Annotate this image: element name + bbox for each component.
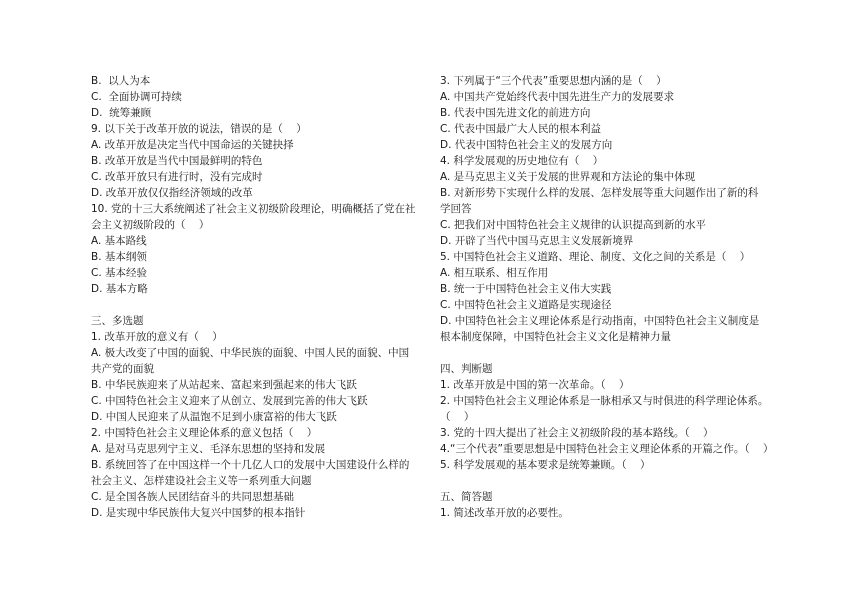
blank-line (91, 297, 421, 313)
text-line: B. 基本纲领 (91, 251, 147, 263)
left-column (91, 73, 421, 521)
text-line: B. 改革开放是当代中国最鲜明的特色 (91, 155, 263, 167)
text-line: D. 是实现中华民族伟大复兴中国梦的根本指针 (91, 507, 306, 519)
text-line: 三、多选题 (91, 315, 144, 327)
text-line: C. 全面协调可持续 (91, 91, 182, 103)
text-line: C. 基本经验 (91, 267, 148, 279)
text-line: D. 统筹兼顾 (91, 107, 152, 119)
text-line: 1. 改革开放的意义有（ ） (91, 331, 223, 343)
text-line: 10. 党的十三大系统阐述了社会主义初级阶段理论，明确概括了党在社 (91, 203, 416, 215)
text-line: B. 统一于中国特色社会主义伟大实践 (440, 283, 612, 295)
text-line: B. 中华民族迎来了从站起来、富起来到强起来的伟大飞跃 (91, 379, 357, 391)
text-line: B. 对新形势下实现什么样的发展、怎样发展等重大问题作出了新的科 (440, 187, 759, 199)
text-line: 4.“三个代表”重要思想是中国特色社会主义理论体系的开篇之作。（ ） (440, 443, 774, 455)
text-line: 共产党的面貌 (91, 363, 154, 375)
text-line: C. 把我们对中国特色社会主义规律的认识提高到新的水平 (440, 219, 707, 231)
text-line: 五、简答题 (440, 491, 493, 503)
right-column (440, 73, 776, 521)
text-line: 3. 下列属于“三个代表”重要思想内涵的是（ ） (440, 75, 667, 87)
text-line: 2. 中国特色社会主义理论体系的意义包括（ ） (91, 427, 318, 439)
text-line: 会主义初级阶段的（ ） (91, 219, 210, 231)
text-line: C. 中国特色社会主义道路是实现途径 (440, 299, 612, 311)
text-line: 2. 中国特色社会主义理论体系是一脉相承又与时俱进的科学理论体系。 (440, 395, 769, 407)
text-line: B. 代表中国先进文化的前进方向 (440, 107, 591, 119)
text-line: 四、判断题 (440, 363, 493, 375)
text-line: 学回答 (440, 203, 472, 215)
text-line: D. 基本方略 (91, 283, 148, 295)
text-line: C. 改革开放只有进行时，没有完成时 (91, 171, 263, 183)
text-line: C. 中国特色社会主义迎来了从创立、发展到完善的伟大飞跃 (91, 395, 368, 407)
text-line: 社会主义、怎样建设社会主义等一系列重大问题 (91, 475, 312, 487)
text-line: 9. 以下关于改革开放的说法，错误的是（ ） (91, 123, 307, 135)
text-line: 1. 改革开放是中国的第一次革命。（ ） (440, 379, 630, 391)
text-line: A. 极大改变了中国的面貌、中华民族的面貌、中国人民的面貌、中国 (91, 347, 410, 359)
text-line: 5. 中国特色社会主义道路、理论、制度、文化之间的关系是（ ） (440, 251, 751, 263)
text-line: 3. 党的十四大提出了社会主义初级阶段的基本路线。（ ） (440, 427, 714, 439)
text-line: A. 相互联系、相互作用 (440, 267, 549, 279)
text-line: 4. 科学发展观的历史地位有（ ） (440, 155, 604, 167)
text-line: B. 系统回答了在中国这样一个十几亿人口的发展中大国建设什么样的 (91, 459, 410, 471)
text-line: B. 以人为本 (91, 75, 151, 87)
text-line: D. 开辟了当代中国马克思主义发展新境界 (440, 235, 634, 247)
text-line: A. 是对马克思列宁主义、毛泽东思想的坚持和发展 (91, 443, 326, 455)
blank-line (440, 345, 776, 361)
text-line: A. 中国共产党始终代表中国先进生产力的发展要求 (440, 91, 675, 103)
text-line: D. 代表中国特色社会主义的发展方向 (440, 139, 613, 151)
text-line: 1. 简述改革开放的必要性。 (440, 507, 569, 519)
text-line: A. 基本路线 (91, 235, 147, 247)
text-line: 5. 科学发展观的基本要求是统筹兼顾。（ ） (440, 459, 651, 471)
text-line: A. 改革开放是决定当代中国命运的关键抉择 (91, 139, 294, 151)
text-line: D. 中国人民迎来了从温饱不足到小康富裕的伟大飞跃 (91, 411, 337, 423)
text-line: C. 是全国各族人民团结奋斗的共同思想基础 (91, 491, 295, 503)
text-line: D. 改革开放仅仅指经济领域的改革 (91, 187, 253, 199)
text-line: D. 中国特色社会主义理论体系是行动指南，中国特色社会主义制度是 (440, 315, 760, 327)
text-line: C. 代表中国最广大人民的根本利益 (440, 123, 602, 135)
text-line: 根本制度保障，中国特色社会主义文化是精神力量 (440, 331, 671, 343)
text-line: A. 是马克思主义关于发展的世界观和方法论的集中体现 (440, 171, 696, 183)
text-line: （ ） (440, 411, 475, 423)
blank-line (440, 473, 776, 489)
